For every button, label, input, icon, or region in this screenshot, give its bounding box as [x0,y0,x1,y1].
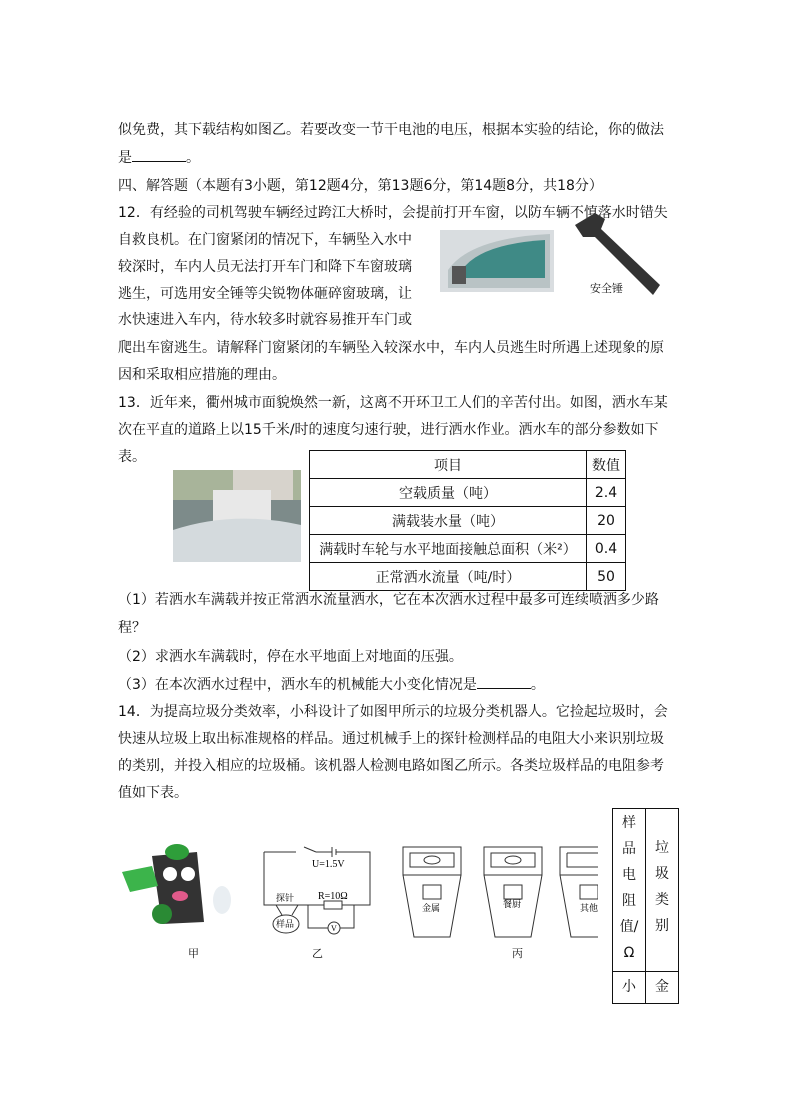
header-cell: 数值 [587,451,626,479]
voltmeter-label: V [331,924,337,933]
header-cell-resistance [613,809,646,972]
cell: 满载时车轮与水平地面接触总面积（米²） [310,535,587,563]
text-line: 因和采取相应措施的理由。 [118,367,286,383]
cell: 小 [613,972,646,1004]
char: 垃 [655,840,669,856]
cell: 空载质量（吨） [310,479,587,507]
char: 品 [622,841,636,857]
text-line [118,674,545,694]
text-line [118,147,200,167]
char: 类 [655,892,669,908]
header-cell-category [646,809,679,972]
cell: 正常洒水流量（吨/时） [310,563,587,591]
text-line: （1）若洒水车满载并按正常洒水流量洒水，它在本次洒水过程中最多可连续喷洒多少路 [118,592,659,608]
table-header-row [613,809,679,972]
bin-label-other: 其他 [580,904,598,914]
char: 值/ [619,919,639,935]
hammer-caption: 安全锤 [590,282,623,295]
figure-label-yi: 乙 [312,947,323,960]
text: 。 [186,150,200,166]
text-line: 12．有经验的司机驾驶车辆经过跨江大桥时，会提前打开车窗，以防车辆不慎落水时错失 [118,205,668,221]
robot-image [122,842,232,927]
car-window-image [440,230,554,292]
text: 。 [530,677,545,693]
char: Ω [623,945,635,961]
resistance-reference-table [612,808,679,1004]
answer-blank[interactable] [132,147,186,162]
header-cell: 项目 [310,451,587,479]
text-line: 程？ [118,620,146,636]
bins-diagram [400,845,598,940]
cell: 满载装水量（吨） [310,507,587,535]
figure-label-jia: 甲 [188,947,199,960]
figure-label-bing: 丙 [512,947,523,960]
text-line: 快速从垃圾上取出标准规格的样品。通过机械手上的探针检测样品的电阻大小来识别垃圾 [118,731,664,747]
bin-label-kitchen: 餐厨 [503,900,522,910]
text: 是 [118,150,132,166]
text-line: 表。 [118,449,146,465]
truck-params-table [309,450,626,591]
text-line: 值如下表。 [118,785,188,801]
sample-label: 样品 [276,919,295,929]
bin-label-metal: 金属 [422,904,441,914]
table-row [310,507,626,535]
text-line: 逃生，可选用安全锤等尖锐物体砸碎窗玻璃，让 [118,286,412,302]
text-line: 较深时，车内人员无法打开车门和降下车窗玻璃 [118,259,412,275]
text-line: 的类别，并投入相应的垃圾桶。该机器人检测电路如图乙所示。各类垃圾样品的电阻参考 [118,758,664,774]
sprinkler-truck-image [173,470,301,562]
cell: 50 [587,563,626,591]
char: 电 [622,867,636,883]
char: 阻 [622,893,636,909]
resistor-label: R=10Ω [318,891,348,902]
answer-blank[interactable] [477,674,531,689]
cell: 0.4 [587,535,626,563]
text-line: 自救良机。在门窗紧闭的情况下，车辆坠入水中 [118,232,412,248]
text-line: 14．为提高垃圾分类效率，小科设计了如图甲所示的垃圾分类机器人。它捡起垃圾时，会 [118,704,668,720]
text-line: 次在平直的道路上以15千米/时的速度匀速行驶，进行洒水作业。洒水车的部分参数如下 [118,422,659,438]
table-row [613,972,679,1004]
text-line: 爬出车窗逃生。请解释门窗紧闭的车辆坠入较深水中，车内人员逃生时所遇上述现象的原 [118,340,664,356]
cell: 金 [646,972,679,1004]
text-line: 13．近年来，衢州城市面貌焕然一新，这离不开环卫工人们的辛苦付出。如图，洒水车某 [118,395,668,411]
voltage-label: U=1.5V [312,859,345,870]
table-row [310,563,626,591]
table-row [310,479,626,507]
circuit-diagram [262,845,374,940]
text-line: 水快速进入车内，待水较多时就容易推开车门或 [118,312,412,328]
text-line: （2）求洒水车满载时，停在水平地面上对地面的压强。 [118,649,463,665]
char: 样 [622,815,636,831]
text: （3）在本次洒水过程中，洒水车的机械能大小变化情况是 [118,677,477,693]
char: 别 [655,918,669,934]
cell: 2.4 [587,479,626,507]
table-row [310,535,626,563]
cell: 20 [587,507,626,535]
probe-label: 探针 [276,893,295,903]
table-header-row [310,451,626,479]
text-line: 似免费，其下载结构如图乙。若要改变一节干电池的电压，根据本实验的结论，你的做法 [118,122,664,138]
section-heading: 四、解答题（本题有3小题，第12题4分，第13题6分，第14题8分，共18分） [118,178,603,194]
char: 圾 [655,866,669,882]
